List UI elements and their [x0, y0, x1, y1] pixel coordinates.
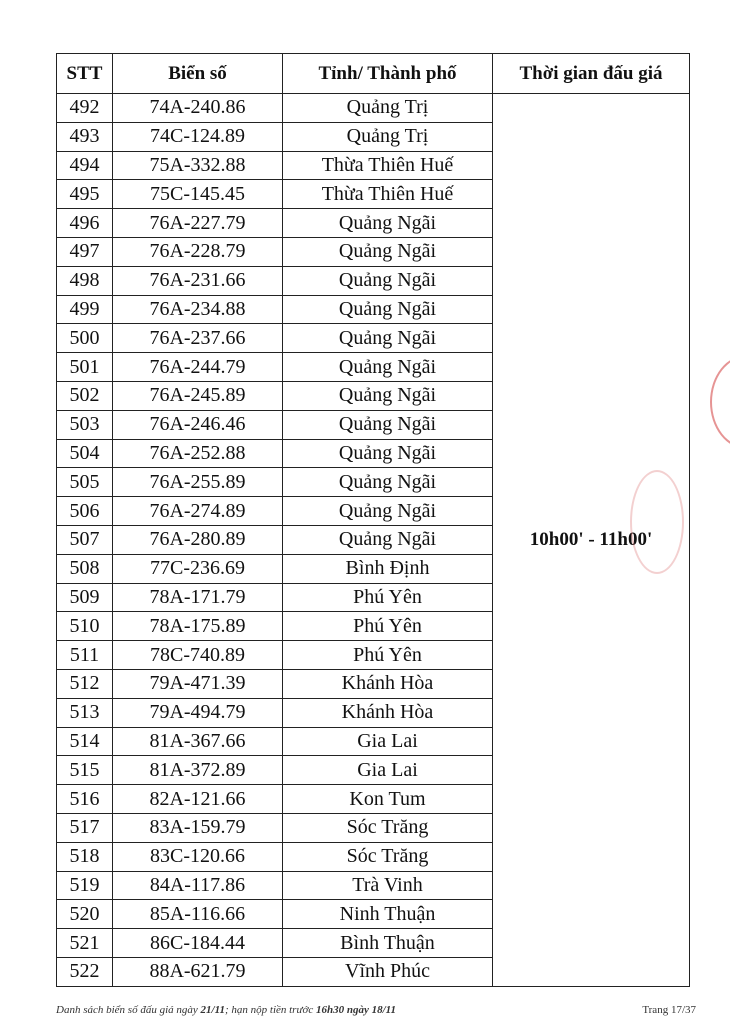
stt-cell: 505: [57, 468, 113, 497]
province-cell: Quảng Ngãi: [283, 353, 493, 382]
table-row: [57, 94, 690, 123]
province-cell: Bình Định: [283, 554, 493, 583]
stt-cell: 494: [57, 151, 113, 180]
plate-cell: 78A-171.79: [113, 583, 283, 612]
auction-time-cell: 10h00' - 11h00': [493, 94, 690, 987]
plate-cell: 76A-280.89: [113, 525, 283, 554]
province-cell: Quảng Ngãi: [283, 410, 493, 439]
province-cell: Khánh Hòa: [283, 698, 493, 727]
province-cell: Quảng Ngãi: [283, 439, 493, 468]
province-cell: Quảng Ngãi: [283, 295, 493, 324]
stt-cell: 513: [57, 698, 113, 727]
province-cell: Quảng Ngãi: [283, 324, 493, 353]
stt-cell: 502: [57, 381, 113, 410]
stt-cell: 500: [57, 324, 113, 353]
province-cell: Thừa Thiên Huế: [283, 151, 493, 180]
stt-cell: 496: [57, 209, 113, 238]
province-cell: Gia Lai: [283, 727, 493, 756]
province-cell: Quảng Ngãi: [283, 468, 493, 497]
province-cell: Quảng Ngãi: [283, 209, 493, 238]
stt-cell: 516: [57, 785, 113, 814]
province-cell: Gia Lai: [283, 756, 493, 785]
stt-cell: 497: [57, 237, 113, 266]
auction-table: [56, 53, 690, 987]
province-cell: Phú Yên: [283, 641, 493, 670]
plate-cell: 76A-227.79: [113, 209, 283, 238]
plate-cell: 76A-234.88: [113, 295, 283, 324]
stt-cell: 521: [57, 929, 113, 958]
stt-cell: 514: [57, 727, 113, 756]
red-seal-stamp: [710, 355, 730, 449]
stt-cell: 503: [57, 410, 113, 439]
table-header-row: [57, 54, 690, 94]
stt-cell: 512: [57, 669, 113, 698]
header-province: Tỉnh/ Thành phố: [283, 54, 493, 94]
footer-text-2: ; hạn nộp tiền trước: [224, 1004, 314, 1016]
plate-cell: 81A-367.66: [113, 727, 283, 756]
province-cell: Quảng Trị: [283, 122, 493, 151]
province-cell: Trà Vinh: [283, 871, 493, 900]
footer-text-1: Danh sách biển số đấu giá ngày: [56, 1004, 198, 1016]
table-body: [57, 94, 690, 987]
province-cell: Vĩnh Phúc: [283, 957, 493, 986]
header-plate: Biển số: [113, 54, 283, 94]
stt-cell: 517: [57, 813, 113, 842]
plate-cell: 74A-240.86: [113, 94, 283, 123]
page-footer: [56, 1004, 696, 1022]
province-cell: Thừa Thiên Huế: [283, 180, 493, 209]
plate-cell: 85A-116.66: [113, 900, 283, 929]
province-cell: Ninh Thuận: [283, 900, 493, 929]
stt-cell: 520: [57, 900, 113, 929]
stt-cell: 511: [57, 641, 113, 670]
stt-cell: 518: [57, 842, 113, 871]
plate-cell: 76A-255.89: [113, 468, 283, 497]
plate-cell: 76A-237.66: [113, 324, 283, 353]
plate-cell: 76A-252.88: [113, 439, 283, 468]
footer-deadline: 16h30 ngày 18/11: [315, 1004, 397, 1016]
province-cell: Sóc Trăng: [283, 842, 493, 871]
plate-cell: 83C-120.66: [113, 842, 283, 871]
plate-cell: 83A-159.79: [113, 813, 283, 842]
province-cell: Quảng Ngãi: [283, 381, 493, 410]
auction-table-container: [56, 53, 689, 987]
stt-cell: 493: [57, 122, 113, 151]
stt-cell: 515: [57, 756, 113, 785]
plate-cell: 84A-117.86: [113, 871, 283, 900]
province-cell: Quảng Ngãi: [283, 525, 493, 554]
plate-cell: 82A-121.66: [113, 785, 283, 814]
plate-cell: 75C-145.45: [113, 180, 283, 209]
stt-cell: 519: [57, 871, 113, 900]
plate-cell: 77C-236.69: [113, 554, 283, 583]
province-cell: Sóc Trăng: [283, 813, 493, 842]
stt-cell: 507: [57, 525, 113, 554]
plate-cell: 81A-372.89: [113, 756, 283, 785]
plate-cell: 76A-228.79: [113, 237, 283, 266]
plate-cell: 86C-184.44: [113, 929, 283, 958]
plate-cell: 79A-471.39: [113, 669, 283, 698]
province-cell: Quảng Trị: [283, 94, 493, 123]
page-number: Trang 17/37: [642, 1004, 696, 1016]
plate-cell: 75A-332.88: [113, 151, 283, 180]
footer-note: [56, 1004, 396, 1016]
stt-cell: 509: [57, 583, 113, 612]
province-cell: Khánh Hòa: [283, 669, 493, 698]
plate-cell: 74C-124.89: [113, 122, 283, 151]
province-cell: Quảng Ngãi: [283, 497, 493, 526]
plate-cell: 76A-274.89: [113, 497, 283, 526]
stt-cell: 498: [57, 266, 113, 295]
stt-cell: 510: [57, 612, 113, 641]
header-auction-time: Thời gian đấu giá: [493, 54, 690, 94]
province-cell: Kon Tum: [283, 785, 493, 814]
stt-cell: 495: [57, 180, 113, 209]
stt-cell: 522: [57, 957, 113, 986]
stt-cell: 499: [57, 295, 113, 324]
province-cell: Phú Yên: [283, 612, 493, 641]
stt-cell: 504: [57, 439, 113, 468]
stt-cell: 492: [57, 94, 113, 123]
plate-cell: 76A-245.89: [113, 381, 283, 410]
province-cell: Quảng Ngãi: [283, 266, 493, 295]
stt-cell: 508: [57, 554, 113, 583]
plate-cell: 78C-740.89: [113, 641, 283, 670]
faint-seal-stamp: [630, 470, 684, 574]
header-stt: STT: [57, 54, 113, 94]
plate-cell: 79A-494.79: [113, 698, 283, 727]
stt-cell: 501: [57, 353, 113, 382]
plate-cell: 78A-175.89: [113, 612, 283, 641]
stt-cell: 506: [57, 497, 113, 526]
province-cell: Quảng Ngãi: [283, 237, 493, 266]
plate-cell: 76A-231.66: [113, 266, 283, 295]
footer-date: 21/11: [200, 1004, 225, 1016]
plate-cell: 76A-246.46: [113, 410, 283, 439]
province-cell: Bình Thuận: [283, 929, 493, 958]
province-cell: Phú Yên: [283, 583, 493, 612]
plate-cell: 76A-244.79: [113, 353, 283, 382]
plate-cell: 88A-621.79: [113, 957, 283, 986]
